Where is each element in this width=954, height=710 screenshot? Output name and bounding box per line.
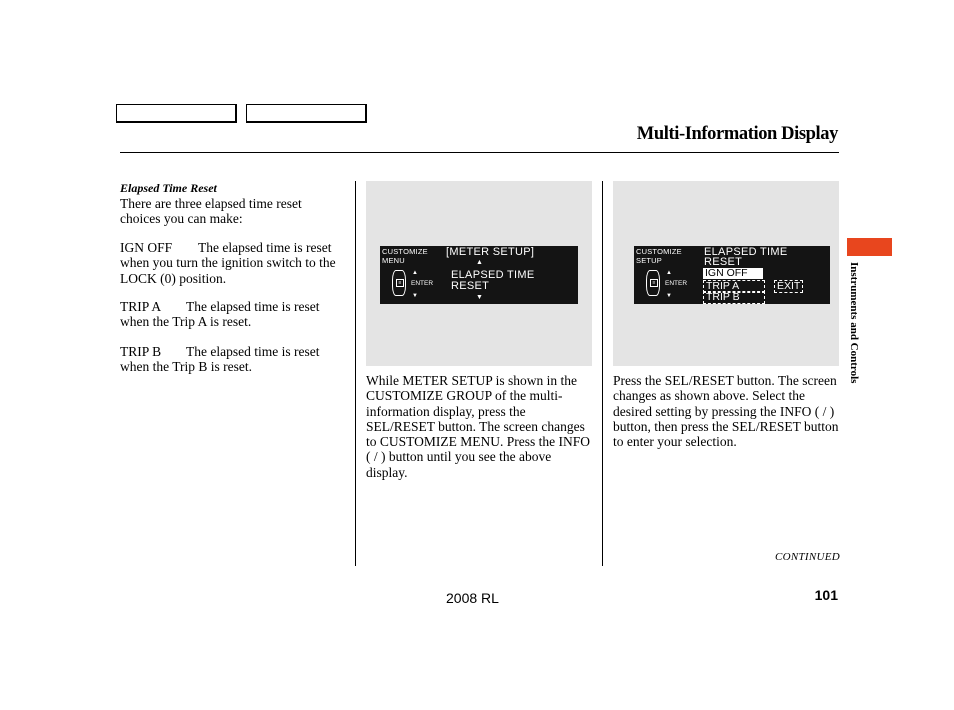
lcd-line-reset: RESET <box>704 256 743 268</box>
display-illustration-customize-menu <box>366 181 592 366</box>
lcd-line-reset: RESET <box>451 280 490 292</box>
lcd-line-elapsed-time: ELAPSED TIME <box>704 246 788 258</box>
lcd-mode-label-line2: MENU <box>382 256 405 265</box>
nav-box-main-menu[interactable] <box>116 104 237 123</box>
up-arrow-icon: ▲ <box>412 270 418 276</box>
instruction-paragraph-3: Press the SEL/RESET button. The screen changes as shown above. Select the desired setting by pressing the INFO ( / ) button, then press the SEL/RESET button to enter your selection. <box>613 373 839 450</box>
up-triangle-icon: ▲ <box>476 259 483 266</box>
section-tab-marker[interactable] <box>847 238 892 256</box>
lcd-mode-label-line2: SETUP <box>636 256 663 265</box>
lcd-mode-label <box>382 247 428 265</box>
section-label: Instruments and Controls <box>848 262 860 384</box>
item-term: IGN OFF <box>120 240 173 255</box>
lcd-line-meter-setup: [METER SETUP] <box>446 246 535 258</box>
lcd-enter-label: ENTER <box>665 280 688 287</box>
continued-label: CONTINUED <box>774 551 840 563</box>
selector-knob-icon: ≡ <box>392 270 406 296</box>
up-arrow-icon: ▲ <box>666 270 672 276</box>
item-desc-rest: when the Trip A is reset. <box>120 314 252 330</box>
lcd-option-exit: EXIT <box>774 280 803 293</box>
lcd-mode-label-line1: CUSTOMIZE <box>636 247 682 256</box>
nav-box-table-of-contents[interactable] <box>246 104 367 123</box>
item-term: TRIP A <box>120 299 162 314</box>
item-term: TRIP B <box>120 344 162 359</box>
lcd-enter-label: ENTER <box>411 280 434 287</box>
item-ign-off <box>120 240 345 286</box>
down-triangle-icon: ▼ <box>476 294 483 301</box>
lcd-mode-label-line1: CUSTOMIZE <box>382 247 428 256</box>
lcd-option-trip-a: TRIP A <box>703 280 765 293</box>
lcd-mode-label <box>636 247 682 265</box>
page-title: Multi-Information Display <box>636 124 838 144</box>
item-desc-first: The elapsed time is <box>198 240 303 255</box>
item-trip-b <box>120 344 345 375</box>
selector-knob-icon: ≡ <box>646 270 660 296</box>
column-divider-2 <box>602 181 603 566</box>
page-number: 101 <box>814 587 838 603</box>
column-divider-1 <box>355 181 356 566</box>
item-desc-first: The elapsed time is reset <box>186 299 320 314</box>
header-rule <box>120 152 839 153</box>
item-desc-rest: when the Trip B is reset. <box>120 359 253 375</box>
lcd-line-elapsed-time: ELAPSED TIME <box>451 269 535 281</box>
display-illustration-customize-setup <box>613 181 839 366</box>
item-desc-rest: reset when you turn the ignition switch to the LOCK (0) position. <box>120 240 336 286</box>
lcd-screen <box>634 246 830 304</box>
model-label: 2008 RL <box>446 590 499 606</box>
subheading-elapsed-time-reset: Elapsed Time Reset <box>120 181 217 195</box>
down-arrow-icon: ▼ <box>412 293 418 299</box>
item-desc-first: The elapsed time is reset <box>186 344 320 359</box>
item-trip-a <box>120 299 345 330</box>
down-arrow-icon: ▼ <box>666 293 672 299</box>
lcd-screen <box>380 246 578 304</box>
intro-text: There are three elapsed time reset choices you can make: <box>120 196 302 227</box>
lcd-option-ign-off-selected: IGN OFF <box>703 268 763 279</box>
lcd-option-trip-b: TRIP B <box>703 291 765 304</box>
instruction-paragraph-2: While METER SETUP is shown in the CUSTOMIZE GROUP of the multi-information display, press the SEL/RESET button. The screen changes to CUSTOMIZE MENU. Press the INFO ( / ) button until you see the above display. <box>366 373 591 480</box>
